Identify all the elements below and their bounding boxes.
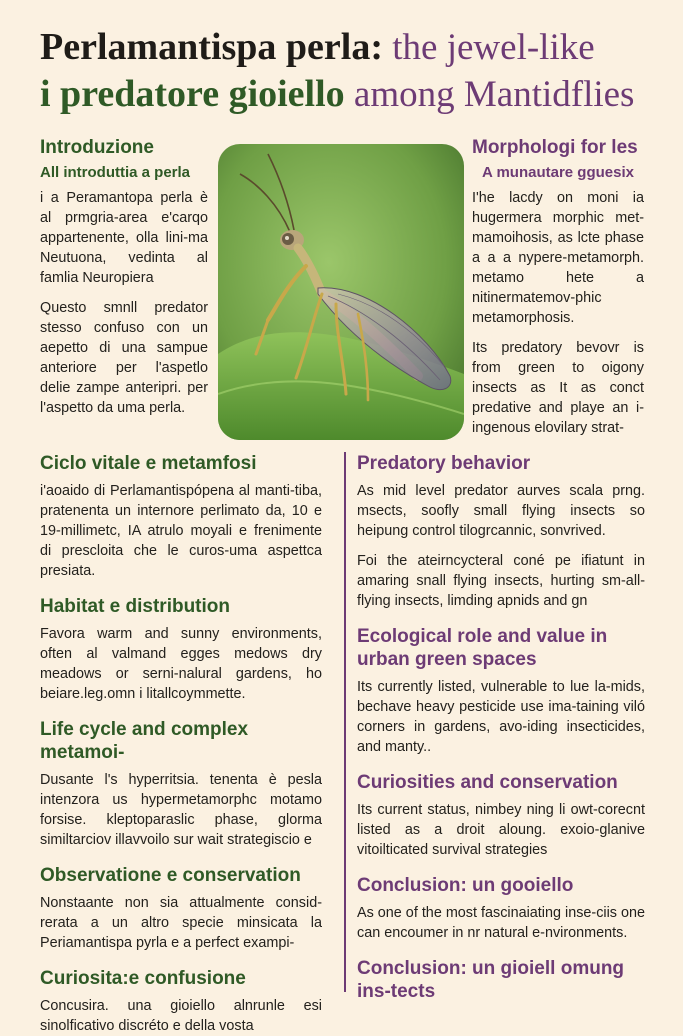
intro-paragraph-2: Questo smnll predator stesso confuso con un aepetto di una sampue anteriore per l'aspetlo delie zampe anteripri. per l'aspetto da uma perla. <box>40 300 208 416</box>
section-text: Nonstaante non sia attualmente consid-rerata a un altro specie minsicata la Periamantispa pyrla e a perfect exampi- <box>40 895 322 951</box>
section-heading: Conclusion: un gooiello <box>357 875 574 896</box>
title-line2-main: i predatore gioiello <box>40 73 345 115</box>
section-heading: Curiosita:e confusione <box>40 968 246 989</box>
intro-paragraph-1: i a Peramantopa perla è al prmgria-area e'carqo appartenente, olla lini-ma Neutuona, vedinta al famlia Neuropiera <box>40 190 208 286</box>
section-habitat <box>40 595 322 704</box>
section-lifecycle <box>40 452 322 581</box>
section-heading: Predatory behavior <box>357 453 531 474</box>
section-text: As mid level predator aurves scala prng. msects, soofly small flying insects so heipung control tilogrcannic, sonvrived. <box>357 483 645 539</box>
section-text: Its current status, nimbey ning li owt-corecnt listed as a droit aloung. exoio-glanive vitoilticated survival strategies <box>357 802 645 858</box>
section-predatory <box>357 452 645 611</box>
section-curiosity <box>40 967 322 1036</box>
title-line1-accent: the jewel-like <box>383 27 595 68</box>
section-heading: Ecological role and value in urban green spaces <box>357 626 608 670</box>
section-conclusion <box>357 874 645 943</box>
section-conclusion-2 <box>357 957 645 1003</box>
section-text: i'aoaido di Perlamantispópena al manti-tiba, pratenenta un internore perlimato da, 10 e 19-millimetc, IA atrulo moyali e frenimente di prescloita che le curos-uma aspettca presiata. <box>40 483 322 579</box>
right-column <box>357 452 645 1003</box>
section-observation <box>40 864 322 953</box>
intro-section <box>40 136 208 418</box>
section-metamorphosis <box>40 718 322 850</box>
mantidfly-photo <box>218 144 464 440</box>
section-ecological <box>357 625 645 757</box>
title-line2-accent: among Mantidflies <box>344 74 635 115</box>
section-text: As one of the most fascinaiating inse-ciis one can encoumer in nr natural e-nvironments. <box>357 905 645 941</box>
intro-subheading: All introduttia a perla <box>40 164 191 181</box>
morphology-paragraph-2: Its predatory bevovr is from green to oigony insects as It as conct predative and playe an i-ingenous elovilary strat- <box>472 340 644 436</box>
section-text: Concusira. una gioiello alnrunle esi sinolficativo discréto e della vosta <box>40 998 322 1034</box>
title-line1-main: Perlamantispa perla: <box>40 26 384 68</box>
section-text-2: Foi the ateirncycteral coné pe ifiatunt in amaring snall flying insects, hurting sm-all-flying insects, limding apnids and gn <box>357 553 645 609</box>
morphology-paragraph-1: I'he lacdy on moni ia hugermera morphic met-mamoihosis, as lcte phase a a a nypere-metamorph. metamo hete a nitinermatemov-phic metamorphosis. <box>472 190 644 326</box>
section-curiosities <box>357 771 645 860</box>
section-heading: Curiosities and conservation <box>357 772 618 793</box>
section-heading: Life cycle and complex metamoi- <box>40 719 249 763</box>
section-heading: Conclusion: un gioiell omung ins-tects <box>357 958 625 1002</box>
section-text: Dusante l's hyperritsia. tenenta è pesla intenzora us hypermetamorphc motamo forsise. kleptoparaslic phase, glorma similtarciov illavvoilo sur wait strategiscio e <box>40 772 322 848</box>
section-heading: Observatione e conservation <box>40 865 301 886</box>
left-column <box>40 452 322 1036</box>
section-text: Favora warm and sunny environments, often al valmand egges medows dry meadows or serni-nalural gardens, ho beiare.leg.omn i litallcoymmette. <box>40 626 322 702</box>
column-divider <box>344 452 346 992</box>
section-heading: Habitat e distribution <box>40 596 230 617</box>
section-heading: Ciclo vitale e metamfosi <box>40 453 257 474</box>
morphology-section <box>472 136 644 438</box>
morphology-subheading: A munautare gguesix <box>482 164 634 181</box>
intro-heading: Introduzione <box>40 137 154 158</box>
section-text: Its currently listed, vulnerable to lue la-mids, bechave heavy pesticide use ima-taining viló corners in gardens, avo-iding insecticides, and manty.. <box>357 679 645 755</box>
page-title <box>40 24 670 118</box>
morphology-heading: Morphologi for les <box>472 137 638 158</box>
